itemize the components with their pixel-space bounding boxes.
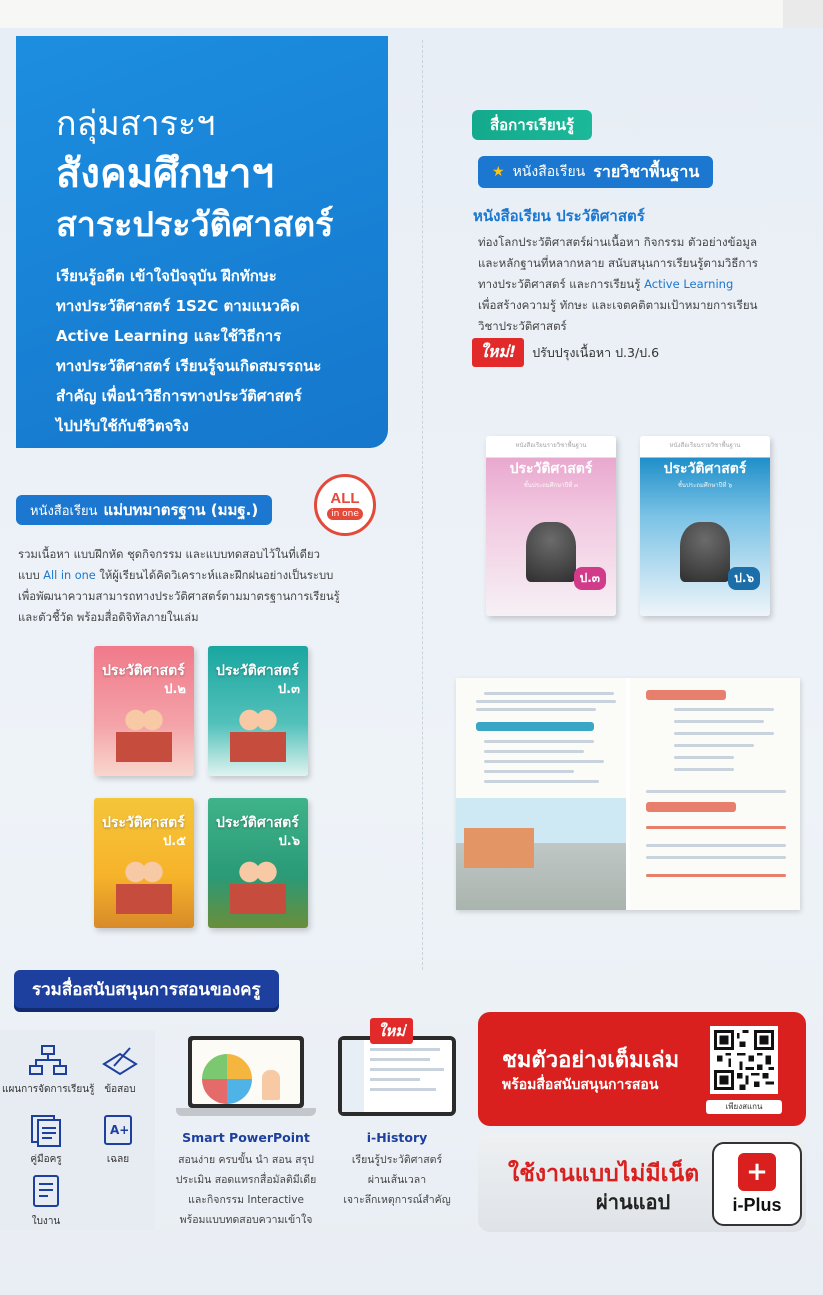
standard-book-description	[18, 544, 363, 628]
sample-page-spread	[456, 678, 800, 910]
textbook-cover-grade3	[486, 436, 616, 616]
qr-code-icon	[714, 1030, 774, 1090]
scan-corner	[783, 0, 823, 30]
hero-subject: สังคมศึกษาฯ	[56, 151, 274, 196]
timeline-bar	[646, 874, 786, 877]
hero-strand: สาระประวัติศาสตร์	[56, 205, 334, 244]
all-in-one-badge	[314, 474, 376, 536]
hero-desc-line: ทางประวัติศาสตร์ 1S2C ตามแนวคิด	[56, 296, 300, 315]
column-divider	[422, 40, 423, 970]
kids-illustration	[116, 854, 172, 914]
badge-inone: in one	[327, 508, 363, 520]
page-heading	[646, 690, 726, 700]
laptop-screen	[188, 1036, 304, 1108]
full-sample-cta[interactable]	[478, 1012, 806, 1126]
desc-line: ประเมิน สอดแทรกสื่อมัลติมีเดีย	[175, 1174, 317, 1186]
text-line	[674, 720, 764, 723]
hero-desc-line: ทางประวัติศาสตร์ เรียนรู้จนเกิดสมรรถนะ	[56, 356, 322, 375]
teacher-guide-icon	[28, 1112, 64, 1148]
textbook-description	[478, 232, 778, 337]
text-line	[484, 770, 574, 773]
svg-text:A+: A+	[110, 1123, 130, 1137]
cover-grade: ป.๕	[162, 834, 186, 849]
ihistory-new-badge: ใหม่	[370, 1018, 413, 1044]
cover-title: ประวัติศาสตร์	[663, 460, 747, 476]
desc-line: สอนง่าย ครบขั้น นำ สอน สรุป	[178, 1154, 314, 1166]
ppt-description	[166, 1150, 326, 1230]
cta-offline-headline: ใช้งานแบบไม่มีเน็ต	[508, 1160, 700, 1186]
cover-grade: ป.๓	[574, 567, 606, 590]
desc-line: พร้อมแบบทดสอบความเข้าใจ	[179, 1214, 313, 1226]
all-in-one-highlight: All in one	[43, 569, 96, 582]
standard-book-pill	[16, 495, 272, 525]
standard-book-cover-grade3	[208, 646, 308, 776]
text-line	[370, 1068, 444, 1071]
text-line	[674, 744, 754, 747]
slide-preview	[192, 1040, 300, 1104]
desc-line: เพื่อพัฒนาความสามารถทางประวัติศาสตร์ตามมาตรฐานการเรียนรู้	[18, 590, 340, 603]
spread-right-page	[630, 678, 800, 910]
desc-line	[478, 274, 778, 295]
cover-title: ประวัติศาสตร์	[509, 460, 593, 476]
desc-line: และตัวชี้วัด พร้อมสื่อดิจิทัลภายในเล่ม	[18, 611, 199, 624]
pill-strong: แม่บทมาตรฐาน (มมฐ.)	[103, 501, 259, 519]
iplus-app-badge[interactable]	[712, 1142, 802, 1226]
update-notice	[472, 338, 659, 367]
desc-line: วิชาประวัติศาสตร์	[478, 319, 567, 333]
ihistory-description	[330, 1150, 464, 1210]
active-learning-highlight: Active Learning	[644, 277, 734, 291]
kids-illustration	[230, 702, 286, 762]
desc-line: รวมเนื้อหา แบบฝึกหัด ชุดกิจกรรม และแบบทดสอบไว้ในที่เดียว	[18, 548, 320, 561]
spread-left-page	[456, 678, 626, 910]
text-line	[674, 708, 774, 711]
text-line	[370, 1058, 430, 1061]
offline-app-cta[interactable]	[478, 1134, 806, 1232]
kids-illustration	[116, 702, 172, 762]
textbook-cover-grade6	[640, 436, 770, 616]
kids-illustration	[230, 854, 286, 914]
tool-label: เฉลย	[106, 1154, 130, 1165]
pie-illustration	[202, 1054, 252, 1104]
ppt-title: Smart PowerPoint	[182, 1130, 310, 1145]
tool-answer-key	[102, 1112, 134, 1167]
tool-label: ข้อสอบ	[104, 1084, 136, 1095]
tool-label: ใบงาน	[31, 1216, 61, 1227]
cover-grade: ป.๒	[164, 682, 186, 697]
desc-fragment: แบบ	[18, 569, 44, 582]
laptop-illustration	[176, 1036, 316, 1120]
badge-all: ALL	[330, 489, 360, 507]
desc-line: และหลักฐานที่หลากหลาย สนับสนุนการเรียนรู้ตามวิธีการ	[478, 256, 758, 270]
tool-label: แผนการจัดการเรียนรู้	[2, 1084, 95, 1095]
text-line	[646, 856, 786, 859]
school-building	[464, 828, 534, 868]
text-line	[484, 750, 584, 753]
hero-description	[56, 261, 366, 441]
text-line	[674, 768, 734, 771]
text-line	[646, 844, 786, 847]
qr-caption: เพียงสแกน	[706, 1100, 782, 1114]
text-line	[484, 740, 594, 743]
tablet-screen	[342, 1040, 452, 1112]
hero-panel	[16, 36, 388, 448]
cta-subline: พร้อมสื่อสนับสนุนการสอน	[502, 1077, 659, 1093]
tool-label: คู่มือครู	[30, 1154, 62, 1165]
cover-grade: ป.๖	[278, 834, 300, 849]
pill-prefix: หนังสือเรียน	[30, 503, 98, 519]
statue-illustration	[680, 522, 730, 582]
cover-title: ประวัติศาสตร์	[102, 662, 185, 678]
tool-exam	[100, 1044, 140, 1097]
cover-title: ประวัติศาสตร์	[216, 814, 299, 830]
star-icon: ★	[492, 164, 505, 180]
text-line	[370, 1088, 436, 1091]
cover-title: ประวัติศาสตร์	[102, 814, 185, 830]
pill-strong: รายวิชาพื้นฐาน	[593, 161, 700, 181]
qr-code[interactable]	[710, 1026, 778, 1094]
box-heading	[476, 722, 594, 731]
cover-top-label: หนังสือเรียนรายวิชาพื้นฐาน	[669, 442, 741, 449]
desc-line: และกิจกรรม Interactive	[188, 1194, 304, 1206]
cover-subtitle: ชั้นประถมศึกษาปีที่ ๖	[677, 482, 733, 489]
worksheet-icon	[30, 1174, 62, 1210]
cta-headline: ชมตัวอย่างเต็มเล่ม	[502, 1047, 680, 1072]
teacher-tools-box	[0, 1030, 155, 1230]
text-line	[484, 780, 599, 783]
desc-line: เจาะลึกเหตุการณ์สำคัญ	[343, 1194, 451, 1206]
statue-illustration	[526, 522, 576, 582]
text-line	[476, 708, 596, 711]
standard-book-cover-grade2	[94, 646, 194, 776]
media-section-label: สื่อการเรียนรู้	[472, 110, 592, 140]
text-line	[674, 732, 774, 735]
tablet-illustration	[338, 1036, 456, 1116]
new-badge: ใหม่!	[472, 338, 524, 367]
laptop-base	[176, 1108, 316, 1116]
basic-course-pill	[478, 156, 713, 188]
cover-grade: ป.๖	[728, 567, 760, 590]
desc-line: เพื่อสร้างความรู้ ทักษะ และเจตคติตามเป้าหมายการเรียน	[478, 298, 758, 312]
timeline-bar	[646, 826, 786, 829]
desc-line: ผ่านเส้นเวลา	[367, 1174, 427, 1186]
hero-desc-line: สำคัญ เพื่อนำวิธีการทางประวัติศาสตร์	[56, 386, 302, 405]
hero-desc-line: เรียนรู้อดีต เข้าใจปัจจุบัน ฝึกทักษะ	[56, 266, 277, 285]
lesson-plan-icon	[28, 1044, 68, 1078]
cover-grade: ป.๓	[277, 682, 300, 697]
exam-pen-icon	[100, 1044, 140, 1078]
hero-desc-line: ไปปรับใช้กับชีวิตจริง	[56, 416, 189, 435]
desc-line	[18, 565, 363, 586]
textbook-title: หนังสือเรียน ประวัติศาสตร์	[473, 207, 645, 225]
hero-desc-line: Active Learning และใช้วิธีการ	[56, 326, 282, 345]
cover-subtitle: ชั้นประถมศึกษาปีที่ ๓	[523, 482, 579, 489]
update-text: ปรับปรุงเนื้อหา ป.3/ป.6	[532, 344, 660, 360]
answer-key-icon	[102, 1112, 134, 1148]
standard-book-cover-grade6	[208, 798, 308, 928]
text-line	[674, 756, 734, 759]
tool-teacher-guide	[28, 1112, 64, 1167]
text-line	[370, 1078, 420, 1081]
tool-worksheet	[30, 1174, 62, 1229]
scan-top-edge	[0, 0, 823, 30]
tool-lesson-plan	[2, 1044, 94, 1097]
ihistory-title: i-History	[366, 1130, 428, 1145]
desc-line: ท่องโลกประวัติศาสตร์ผ่านเนื้อหา กิจกรรม ตัวอย่างข้อมูล	[478, 235, 758, 249]
text-line	[484, 760, 604, 763]
teacher-figure	[262, 1070, 280, 1100]
desc-fragment: ให้ผู้เรียนได้คิดวิเคราะห์และฝึกฝนอย่างเป็นระบบ	[95, 569, 334, 582]
pill-prefix: หนังสือเรียน	[512, 164, 586, 180]
desc-line: เรียนรู้ประวัติศาสตร์	[351, 1154, 443, 1166]
iplus-logo-icon: +	[738, 1153, 776, 1191]
standard-book-cover-grade5	[94, 798, 194, 928]
cover-title: ประวัติศาสตร์	[216, 662, 299, 678]
teacher-media-label: รวมสื่อสนับสนุนการสอนของครู	[14, 970, 279, 1008]
cover-top-label: หนังสือเรียนรายวิชาพื้นฐาน	[515, 442, 587, 449]
text-line	[476, 700, 616, 703]
text-line	[370, 1048, 440, 1051]
hero-subject-group: กลุ่มสาระฯ	[56, 105, 216, 143]
desc-fragment: ทางประวัติศาสตร์ และการเรียนรู้	[478, 277, 645, 291]
text-line	[646, 790, 786, 793]
text-line	[484, 692, 614, 695]
app-sidebar	[342, 1040, 364, 1112]
timeline-heading	[646, 802, 736, 812]
cta-offline-subline: ผ่านแอป	[596, 1192, 671, 1214]
app-name: i-Plus	[732, 1194, 782, 1215]
